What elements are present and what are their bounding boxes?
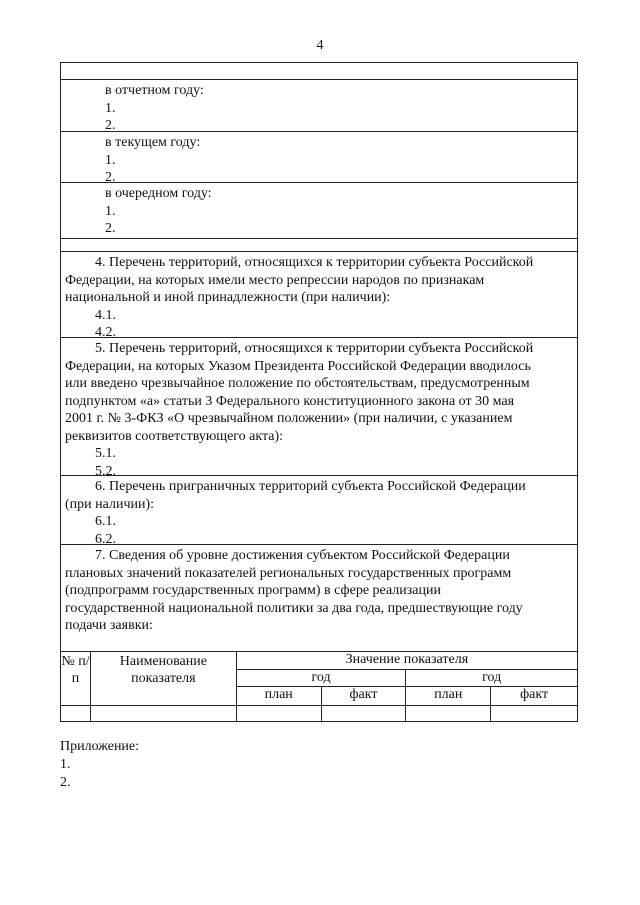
section-7-line: плановых значений показателей региональных государственных программ xyxy=(65,565,512,581)
indicator-table xyxy=(60,651,578,722)
section-5-line: подпунктом «а» статьи 3 Федерального конституционного закона от 30 мая xyxy=(65,393,515,409)
fact-header: факт xyxy=(491,687,578,706)
section-5-line: реквизитов соответствующего акта): xyxy=(65,428,284,444)
next-year-section xyxy=(60,182,578,238)
section-4-line: 4. Перечень территорий, относящихся к территории субъекта Российской xyxy=(95,255,534,270)
list-item: 2. xyxy=(105,221,116,236)
fact-header: факт xyxy=(321,687,406,706)
section-7-line: государственной национальной политики за два года, предшествующие году xyxy=(65,600,523,616)
section-7-line: 7. Сведения об уровне достижения субъектом Российской Федерации xyxy=(95,548,510,563)
section-7-line: (подпрограмм государственных программ) в сфере реализации xyxy=(65,583,441,598)
reporting-year-section xyxy=(60,79,578,131)
header-strip xyxy=(60,62,578,79)
section-6 xyxy=(60,475,578,547)
plan-header: план xyxy=(236,687,321,706)
section-4-line: Федерации, на которых имели место репрессии народов по признакам xyxy=(65,272,485,288)
list-item: 1. xyxy=(60,757,71,772)
year-header: год xyxy=(406,670,578,687)
table-row xyxy=(61,706,578,722)
list-item: 6.1. xyxy=(95,514,116,529)
appendix-title: Приложение: xyxy=(60,739,140,754)
plan-header: план xyxy=(406,687,491,706)
table-cell xyxy=(406,706,491,722)
list-item: 5.2. xyxy=(95,463,116,479)
list-item: 1. xyxy=(105,152,116,168)
table-cell xyxy=(236,706,321,722)
next-year-label: в очередном году: xyxy=(105,186,212,201)
list-item: 1. xyxy=(105,203,116,219)
spacer-row xyxy=(60,238,578,251)
current-year-label: в текущем году: xyxy=(105,135,201,150)
list-item: 4.2. xyxy=(95,325,116,340)
list-item: 4.1. xyxy=(95,307,116,323)
reporting-year-label: в отчетном году: xyxy=(105,83,204,98)
section-5-line: 2001 г. № 3-ФКЗ «О чрезвычайном положении» (при наличии, с указанием xyxy=(65,411,513,426)
section-5-line: 5. Перечень территорий, относящихся к территории субъекта Российской xyxy=(95,341,534,356)
section-7 xyxy=(60,544,578,651)
table-cell xyxy=(491,706,578,722)
table-cell xyxy=(61,706,91,722)
year-header: год xyxy=(236,670,406,687)
appendix xyxy=(60,738,139,792)
page-number: 4 xyxy=(316,38,324,53)
current-year-section xyxy=(60,131,578,185)
section-4-line: национальной и иной принадлежности (при наличии): xyxy=(65,290,391,305)
section-5 xyxy=(60,337,578,479)
list-item: 6.2. xyxy=(95,531,116,547)
table-cell xyxy=(321,706,406,722)
col-name-header: Наименование показателя xyxy=(90,652,236,706)
col-value-header: Значение показателя xyxy=(236,652,577,670)
list-item: 5.1. xyxy=(95,446,116,461)
table-cell xyxy=(90,706,236,722)
list-item: 2. xyxy=(105,118,116,133)
list-item: 2. xyxy=(60,775,71,790)
section-4 xyxy=(60,251,578,340)
section-6-line: (при наличии): xyxy=(65,496,155,512)
section-7-line: подачи заявки: xyxy=(65,618,153,633)
list-item: 2. xyxy=(105,170,116,185)
col-number-header: № п/п xyxy=(61,652,91,706)
section-5-line: Федерации, на которых Указом Президента Российской Федерации вводилось xyxy=(65,358,531,374)
list-item: 1. xyxy=(105,100,116,116)
section-5-line: или введено чрезвычайное положение по обстоятельствам, предусмотренным xyxy=(65,376,530,391)
section-6-line: 6. Перечень приграничных территорий субъекта Российской Федерации xyxy=(95,479,526,494)
